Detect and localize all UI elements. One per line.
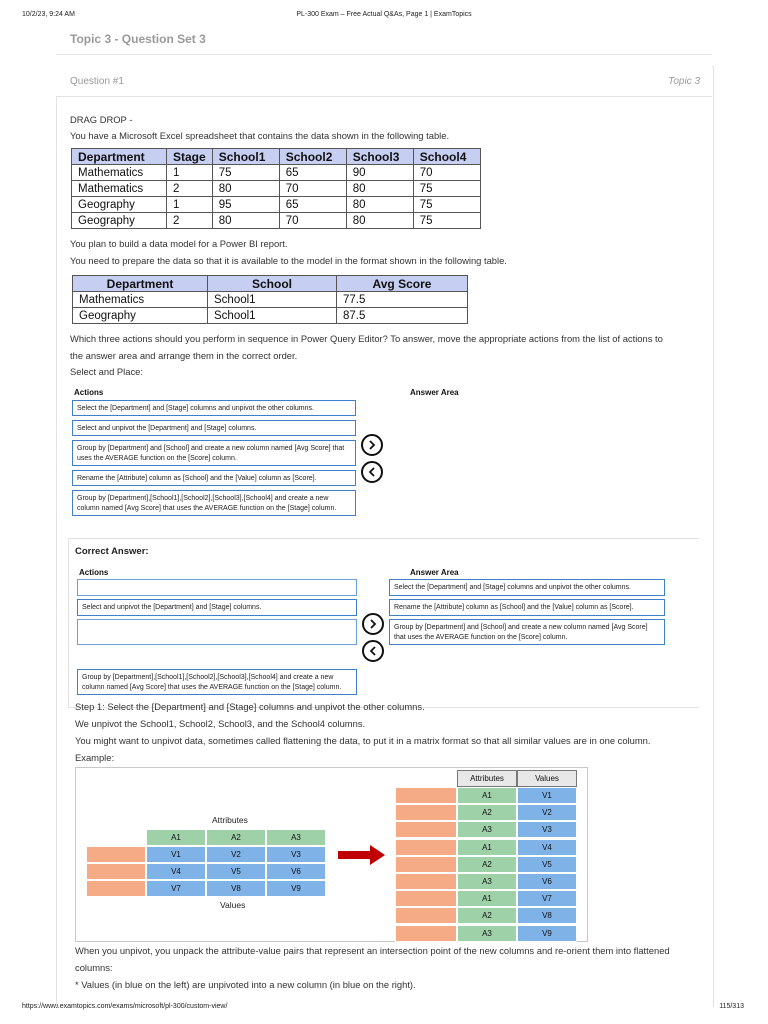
cell: School1 bbox=[208, 308, 337, 324]
table-row bbox=[73, 292, 468, 308]
values-caption: Values bbox=[220, 900, 246, 910]
cell: 1 bbox=[167, 197, 213, 213]
action-item[interactable]: Group by [Department],[School1],[School2],[School3],[School4] and create a new column named [Avg Score] that uses the AVERAGE function on the [Stage] column. bbox=[77, 669, 357, 695]
key-cell bbox=[86, 863, 146, 880]
print-url: https://www.examtopics.com/exams/microsoft/pl-300/custom-view/ bbox=[22, 1003, 228, 1010]
source-table-header bbox=[72, 149, 481, 165]
value-cell: V3 bbox=[266, 846, 326, 863]
value-cell: V1 bbox=[517, 787, 577, 804]
action-item[interactable]: Select and unpivot the [Department] and [Stage] columns. bbox=[77, 599, 357, 616]
cell: Mathematics bbox=[72, 165, 167, 181]
chevron-right-icon bbox=[368, 619, 378, 629]
explanation-unpivot: We unpivot the School1, School2, School3, and the School4 columns. bbox=[75, 718, 366, 729]
col-header: Stage bbox=[167, 149, 213, 165]
cell: 75 bbox=[212, 165, 279, 181]
key-cell bbox=[395, 839, 457, 856]
print-datetime: 10/2/23, 9:24 AM bbox=[22, 11, 75, 18]
cell: 80 bbox=[346, 213, 413, 229]
key-cell bbox=[395, 821, 457, 838]
value-cell: V5 bbox=[206, 863, 266, 880]
unpivot-diagram bbox=[75, 767, 588, 942]
action-item[interactable]: Group by [Department] and [School] and create a new column named [Avg Score] that uses the AVERAGE function on the [Score] column. bbox=[72, 440, 356, 466]
question-intro: You have a Microsoft Excel spreadsheet that contains the data shown in the following table. bbox=[70, 130, 450, 141]
answer-item[interactable]: Select the [Department] and [Stage] columns and unpivot the other columns. bbox=[389, 579, 665, 596]
value-cell: V8 bbox=[517, 907, 577, 924]
explanation-step1: Step 1: Select the [Department] and [Stage] columns and unpivot the other columns. bbox=[75, 701, 425, 712]
ca-answer-area-label: Answer Area bbox=[410, 568, 459, 577]
cell: 65 bbox=[279, 197, 346, 213]
col-header: School4 bbox=[413, 149, 480, 165]
col-header: School3 bbox=[346, 149, 413, 165]
topic-title: Topic 3 - Question Set 3 bbox=[70, 32, 206, 46]
answer-item[interactable]: Group by [Department] and [School] and create a new column named [Avg Score] that uses the AVERAGE function on the [Score] column. bbox=[389, 619, 665, 645]
value-cell: V9 bbox=[517, 925, 577, 942]
attr-cell: A1 bbox=[457, 787, 517, 804]
cell: Geography bbox=[72, 197, 167, 213]
table-row bbox=[72, 165, 481, 181]
col-header: Department bbox=[73, 276, 208, 292]
table-row bbox=[72, 197, 481, 213]
chevron-left-icon bbox=[367, 467, 377, 477]
chevron-right-icon bbox=[367, 440, 377, 450]
answer-area-label: Answer Area bbox=[410, 388, 459, 397]
action-slot[interactable] bbox=[77, 579, 357, 596]
explanation-unpack-cont: columns: bbox=[75, 962, 113, 973]
action-slot[interactable] bbox=[77, 619, 357, 645]
cell: 75 bbox=[413, 213, 480, 229]
move-right-button[interactable] bbox=[361, 434, 383, 456]
cell: School1 bbox=[208, 292, 337, 308]
action-item[interactable]: Group by [Department],[School1],[School2],[School3],[School4] and create a new column named [Avg Score] that uses the AVERAGE function on the [Stage] column. bbox=[72, 490, 356, 516]
target-table bbox=[72, 275, 468, 324]
attr-cell: A2 bbox=[457, 804, 517, 821]
attr-cell: A1 bbox=[457, 839, 517, 856]
key-cell bbox=[395, 873, 457, 890]
explanation-flatten: You might want to unpivot data, sometimes called flattening the data, to put it in a matrix format so that all similar values are in one column. bbox=[75, 735, 651, 746]
key-cell bbox=[86, 846, 146, 863]
cell: 2 bbox=[167, 213, 213, 229]
source-table bbox=[71, 148, 481, 229]
attr-cell: A2 bbox=[457, 907, 517, 924]
cell: Geography bbox=[73, 308, 208, 324]
key-cell bbox=[395, 907, 457, 924]
key-cell bbox=[395, 890, 457, 907]
cell: 70 bbox=[279, 213, 346, 229]
value-cell: V7 bbox=[146, 880, 206, 897]
key-cell bbox=[395, 787, 457, 804]
question-prompt-cont: the answer area and arrange them in the correct order. bbox=[70, 350, 298, 361]
cell: 2 bbox=[167, 181, 213, 197]
question-topic: Topic 3 bbox=[668, 76, 700, 87]
ca-move-left-button[interactable] bbox=[362, 640, 384, 662]
question-type: DRAG DROP - bbox=[70, 114, 133, 125]
key-cell bbox=[395, 925, 457, 942]
value-cell: V4 bbox=[517, 839, 577, 856]
answer-item[interactable]: Rename the [Attribute] column as [School] and the [Value] column as [Score]. bbox=[389, 599, 665, 616]
example-label: Example: bbox=[75, 752, 115, 763]
attr-cell: A1 bbox=[457, 890, 517, 907]
value-cell: V6 bbox=[517, 873, 577, 890]
question-card-header bbox=[56, 66, 712, 97]
question-need: You need to prepare the data so that it is available to the model in the format shown in the following table. bbox=[70, 255, 507, 266]
value-cell: V5 bbox=[517, 856, 577, 873]
value-cell: V6 bbox=[266, 863, 326, 880]
cell: Mathematics bbox=[73, 292, 208, 308]
key-cell bbox=[395, 856, 457, 873]
explanation-bullet: * Values (in blue on the left) are unpivoted into a new column (in blue on the right). bbox=[75, 979, 416, 990]
value-cell: V3 bbox=[517, 821, 577, 838]
table-row bbox=[73, 308, 468, 324]
attr-cell: A1 bbox=[146, 829, 206, 846]
cell: 90 bbox=[346, 165, 413, 181]
value-cell: V7 bbox=[517, 890, 577, 907]
key-cell bbox=[395, 804, 457, 821]
col-header: School1 bbox=[212, 149, 279, 165]
action-item[interactable]: Rename the [Attribute] column as [School] and the [Value] column as [Score]. bbox=[72, 470, 356, 486]
cell: 70 bbox=[413, 165, 480, 181]
attr-cell: A3 bbox=[457, 925, 517, 942]
cell: 80 bbox=[212, 213, 279, 229]
value-cell: V2 bbox=[206, 846, 266, 863]
cell: 70 bbox=[279, 181, 346, 197]
ca-move-right-button[interactable] bbox=[362, 613, 384, 635]
question-number: Question #1 bbox=[70, 76, 124, 87]
target-table-header bbox=[73, 276, 468, 292]
col-header: School bbox=[208, 276, 337, 292]
print-page-count: 115/313 bbox=[719, 1003, 744, 1010]
value-cell: V2 bbox=[517, 804, 577, 821]
key-cell bbox=[86, 880, 146, 897]
attr-cell: A2 bbox=[206, 829, 266, 846]
select-place-label: Select and Place: bbox=[70, 366, 143, 377]
table-row bbox=[72, 213, 481, 229]
value-cell: V4 bbox=[146, 863, 206, 880]
action-item[interactable]: Select the [Department] and [Stage] columns and unpivot the other columns. bbox=[72, 400, 356, 416]
attr-cell: A3 bbox=[266, 829, 326, 846]
col-header: Department bbox=[72, 149, 167, 165]
col-header: School2 bbox=[279, 149, 346, 165]
attr-cell: A2 bbox=[457, 856, 517, 873]
cell: 80 bbox=[346, 181, 413, 197]
cell: 80 bbox=[346, 197, 413, 213]
arrow-right-icon bbox=[338, 844, 386, 866]
print-page-title: PL-300 Exam – Free Actual Q&As, Page 1 | ExamTopics bbox=[296, 11, 472, 18]
cell: 95 bbox=[212, 197, 279, 213]
cell: 87.5 bbox=[337, 308, 468, 324]
cell: 75 bbox=[413, 181, 480, 197]
question-prompt: Which three actions should you perform in sequence in Power Query Editor? To answer, move the appropriate actions from the list of actions to bbox=[70, 333, 663, 344]
correct-answer-title: Correct Answer: bbox=[75, 546, 149, 557]
value-cell: V1 bbox=[146, 846, 206, 863]
divider bbox=[56, 54, 712, 55]
chevron-left-icon bbox=[368, 646, 378, 656]
actions-label: Actions bbox=[74, 388, 104, 397]
col-header: Attributes bbox=[457, 770, 517, 787]
table-row bbox=[72, 181, 481, 197]
cell: 75 bbox=[413, 197, 480, 213]
cell: 65 bbox=[279, 165, 346, 181]
explanation-unpack: When you unpivot, you unpack the attribute-value pairs that represent an intersection point of the new columns and re-orient them into flattened bbox=[75, 945, 670, 956]
value-cell: V8 bbox=[206, 880, 266, 897]
col-header: Avg Score bbox=[337, 276, 468, 292]
attr-cell: A3 bbox=[457, 873, 517, 890]
action-item[interactable]: Select and unpivot the [Department] and [Stage] columns. bbox=[72, 420, 356, 436]
cell: Mathematics bbox=[72, 181, 167, 197]
cell: 77.5 bbox=[337, 292, 468, 308]
cell: 1 bbox=[167, 165, 213, 181]
col-header: Values bbox=[517, 770, 577, 787]
value-cell: V9 bbox=[266, 880, 326, 897]
cell: 80 bbox=[212, 181, 279, 197]
ca-actions-label: Actions bbox=[79, 568, 109, 577]
question-plan: You plan to build a data model for a Power BI report. bbox=[70, 238, 288, 249]
move-left-button[interactable] bbox=[361, 461, 383, 483]
attr-cell: A3 bbox=[457, 821, 517, 838]
cell: Geography bbox=[72, 213, 167, 229]
attributes-caption: Attributes bbox=[212, 815, 248, 825]
